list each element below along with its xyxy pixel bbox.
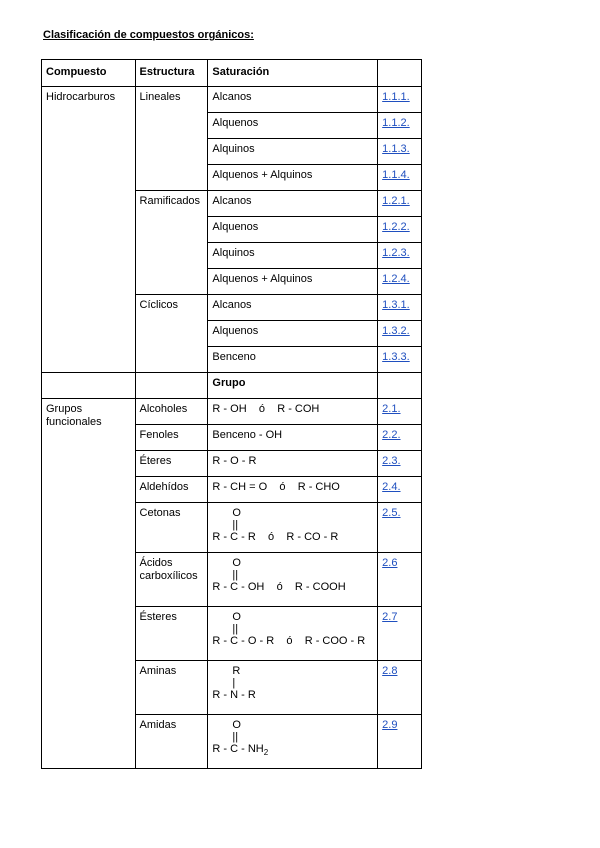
ref-cell: [378, 191, 422, 217]
ref-cell: [378, 425, 422, 451]
section-link[interactable]: 1.1.2.: [382, 117, 410, 129]
ref-cell: [378, 243, 422, 269]
formula-main: R - O - R: [212, 455, 257, 467]
formula-main: R - C - OH ó R - COOH: [212, 581, 346, 593]
formula-cell: [208, 607, 378, 661]
ref-cell: [378, 477, 422, 503]
saturacion-cell: Alquenos: [208, 321, 378, 347]
header-saturacion: Saturación: [208, 60, 378, 87]
saturacion-cell: Alcanos: [208, 191, 378, 217]
section-link[interactable]: 1.1.1.: [382, 91, 410, 103]
saturacion-cell: Alquenos + Alquinos: [208, 269, 378, 295]
formula-cell: [208, 399, 378, 425]
grupo-name: Fenoles: [135, 425, 208, 451]
ref-cell: [378, 165, 422, 191]
saturacion-cell: Alcanos: [208, 295, 378, 321]
grupo-name: Aldehídos: [135, 477, 208, 503]
grupo-name: Éteres: [135, 451, 208, 477]
section-link[interactable]: 2.9: [382, 719, 398, 731]
formula-cell: [208, 503, 378, 553]
ref-cell: [378, 217, 422, 243]
saturacion-cell: Alquenos + Alquinos: [208, 165, 378, 191]
formula-main: R - OH ó R - COH: [212, 403, 320, 415]
section-link[interactable]: 1.2.1.: [382, 195, 410, 207]
section-link[interactable]: 2.8: [382, 665, 398, 677]
ref-cell: [378, 113, 422, 139]
section-link[interactable]: 1.2.3.: [382, 247, 410, 259]
formula-top: O: [232, 557, 241, 569]
saturacion-cell: Alcanos: [208, 87, 378, 113]
formula-cell: [208, 477, 378, 503]
formula-bond: ||: [232, 731, 239, 743]
ref-cell: [378, 661, 422, 715]
section-link[interactable]: 2.5.: [382, 507, 401, 519]
structural-formula: [212, 557, 373, 593]
formula-top: O: [232, 719, 241, 731]
ref-cell: [378, 399, 422, 425]
ref-cell: [378, 503, 422, 553]
section-link[interactable]: 1.3.3.: [382, 351, 410, 363]
classification-table: [41, 59, 422, 769]
formula-bond: ||: [232, 569, 239, 581]
compuesto-grupos-funcionales: Grupos funcionales: [42, 399, 136, 769]
header-estructura: Estructura: [135, 60, 208, 87]
empty-cell: [42, 373, 136, 399]
ref-cell: [378, 347, 422, 373]
ref-cell: [378, 553, 422, 607]
grupo-name: Cetonas: [135, 503, 208, 553]
compuesto-hidrocarburos: Hidrocarburos: [42, 87, 136, 373]
ref-cell: [378, 715, 422, 769]
formula-top: O: [232, 611, 241, 623]
ref-cell: [378, 451, 422, 477]
section-link[interactable]: 2.3.: [382, 455, 401, 467]
header-ref: [378, 60, 422, 87]
structural-formula: [212, 719, 373, 759]
header-row: [42, 60, 422, 87]
formula-cell: [208, 715, 378, 769]
formula-bond: ||: [232, 623, 239, 635]
saturacion-cell: Alquenos: [208, 217, 378, 243]
formula-line: [212, 743, 269, 758]
ref-cell: [378, 139, 422, 165]
section-link[interactable]: 2.4.: [382, 481, 401, 493]
section-link[interactable]: 2.6: [382, 557, 398, 569]
saturacion-cell: Alquenos: [208, 113, 378, 139]
formula-main: R - CH = O ó R - CHO: [212, 481, 340, 493]
formula-main: Benceno - OH: [212, 429, 283, 441]
estructura-lineales: Lineales: [135, 87, 208, 191]
section-link[interactable]: 1.2.2.: [382, 221, 410, 233]
formula-bond: |: [232, 677, 236, 689]
formula-line: [212, 581, 345, 593]
formula-line: [212, 531, 338, 543]
section-link[interactable]: 2.7: [382, 611, 398, 623]
ref-cell: [378, 87, 422, 113]
ref-cell: [378, 295, 422, 321]
structural-formula: [212, 611, 373, 647]
ref-cell: [378, 321, 422, 347]
formula-cell: [208, 425, 378, 451]
formula-main: R - C - O - R ó R - COO - R: [212, 635, 366, 647]
formula-top: R: [232, 665, 241, 677]
grupo-name: Amidas: [135, 715, 208, 769]
page-title: Clasificación de compuestos orgánicos:: [43, 29, 254, 41]
estructura-ciclicos: Cíclicos: [135, 295, 208, 373]
ref-cell: [378, 607, 422, 661]
formula-top: O: [232, 507, 241, 519]
empty-cell: [135, 373, 208, 399]
grupo-name: Aminas: [135, 661, 208, 715]
ref-cell: [378, 269, 422, 295]
section-link[interactable]: 1.2.4.: [382, 273, 410, 285]
estructura-ramificados: Ramificados: [135, 191, 208, 295]
header-compuesto: Compuesto: [42, 60, 136, 87]
structural-formula: [212, 507, 373, 543]
formula-subscript: 2: [263, 748, 269, 758]
formula-line: [212, 689, 255, 701]
formula-line: [212, 635, 365, 647]
formula-bond: ||: [232, 519, 239, 531]
header-grupo: Grupo: [208, 373, 378, 399]
structural-formula: [212, 665, 373, 701]
table-row: [42, 87, 422, 113]
section-link[interactable]: 1.3.1.: [382, 299, 410, 311]
formula-cell: [208, 661, 378, 715]
section-link[interactable]: 1.3.2.: [382, 325, 410, 337]
saturacion-cell: Benceno: [208, 347, 378, 373]
formula-main: R - C - NH: [212, 743, 264, 755]
formula-main: R - C - R ó R - CO - R: [212, 531, 339, 543]
saturacion-cell: Alquinos: [208, 139, 378, 165]
section-link[interactable]: 1.1.4.: [382, 169, 410, 181]
formula-cell: [208, 451, 378, 477]
grupo-name: Ácidos carboxílicos: [135, 553, 208, 607]
saturacion-cell: Alquinos: [208, 243, 378, 269]
section-link[interactable]: 2.1.: [382, 403, 401, 415]
formula-main: R - N - R: [212, 689, 256, 701]
grupo-name: Alcoholes: [135, 399, 208, 425]
table-row: [42, 399, 422, 425]
grupo-name: Ésteres: [135, 607, 208, 661]
empty-cell: [378, 373, 422, 399]
section-link[interactable]: 2.2.: [382, 429, 401, 441]
grupo-header-row: [42, 373, 422, 399]
section-link[interactable]: 1.1.3.: [382, 143, 410, 155]
formula-cell: [208, 553, 378, 607]
